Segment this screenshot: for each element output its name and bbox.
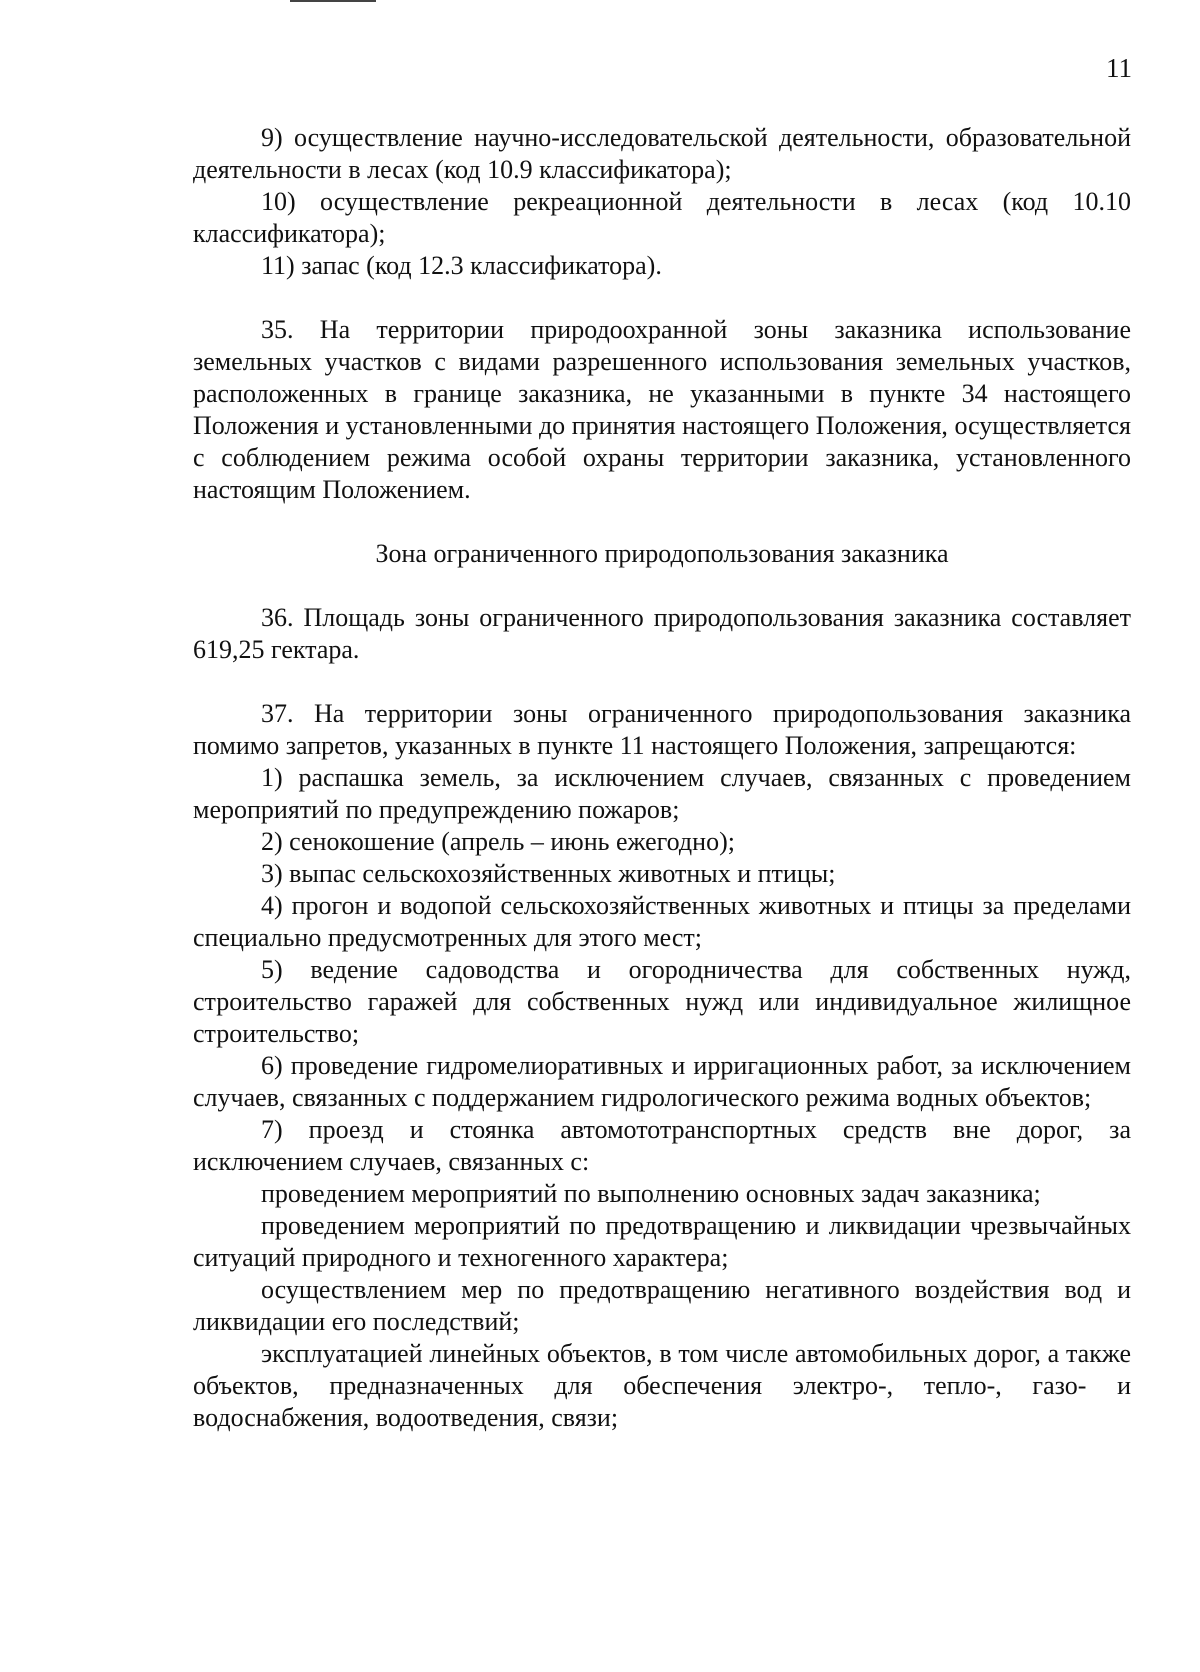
- paragraph-35: 35. На территории природоохранной зоны заказника использование земельных участков с видами разрешенного использования земельных участков, расположенных в границе заказника, не указанными в пункте 34 настоящего Положения и установленными до принятия настоящего Положения, осуществляется с соблюдением режима особой охраны территории заказника, установленного настоящим Положением.: [193, 315, 1131, 504]
- list-item: 10) осуществление рекреационной деятельности в лесах (код 10.10 классификатора);: [193, 187, 1131, 248]
- list-item: 5) ведение садоводства и огородничества для собственных нужд, строительство гаражей для собственных нужд или индивидуальное жилищное строительство;: [193, 955, 1131, 1048]
- list-item: 7) проезд и стоянка автомототранспортных средств вне дорог, за исключением случаев, связанных с:: [193, 1115, 1131, 1176]
- page-number: 11: [1106, 53, 1132, 83]
- list-item: 2) сенокошение (апрель – июнь ежегодно);: [261, 827, 735, 856]
- sub-list-item: осуществлением мер по предотвращению негативного воздействия вод и ликвидации его последствий;: [193, 1275, 1131, 1336]
- paragraph-36: 36. Площадь зоны ограниченного природопользования заказника составляет 619,25 гектара.: [193, 603, 1131, 664]
- top-edge-mark: [290, 0, 376, 2]
- document-body: [193, 122, 1131, 1434]
- sub-list-item: эксплуатацией линейных объектов, в том числе автомобильных дорог, а также объектов, предназначенных для обеспечения электро-, тепло-, газо- и водоснабжения, водоотведения, связи;: [193, 1339, 1131, 1432]
- list-item: 4) прогон и водопой сельскохозяйственных животных и птицы за пределами специально предусмотренных для этого мест;: [193, 891, 1131, 952]
- list-item: 11) запас (код 12.3 классификатора).: [261, 251, 662, 280]
- list-item: 6) проведение гидромелиоративных и ирригационных работ, за исключением случаев, связанных с поддержанием гидрологического режима водных объектов;: [193, 1051, 1131, 1112]
- section-heading: Зона ограниченного природопользования заказника: [375, 539, 949, 568]
- sub-list-item: проведением мероприятий по выполнению основных задач заказника;: [261, 1179, 1041, 1208]
- sub-list-item: проведением мероприятий по предотвращению и ликвидации чрезвычайных ситуаций природного и техногенного характера;: [193, 1211, 1131, 1272]
- list-item: 9) осуществление научно-исследовательской деятельности, образовательной деятельности в лесах (код 10.9 классификатора);: [193, 123, 1131, 184]
- paragraph-37-intro: 37. На территории зоны ограниченного природопользования заказника помимо запретов, указанных в пункте 11 настоящего Положения, запрещаются:: [193, 699, 1131, 760]
- list-item: 1) распашка земель, за исключением случаев, связанных с проведением мероприятий по предупреждению пожаров;: [193, 763, 1131, 824]
- list-item: 3) выпас сельскохозяйственных животных и птицы;: [261, 859, 836, 888]
